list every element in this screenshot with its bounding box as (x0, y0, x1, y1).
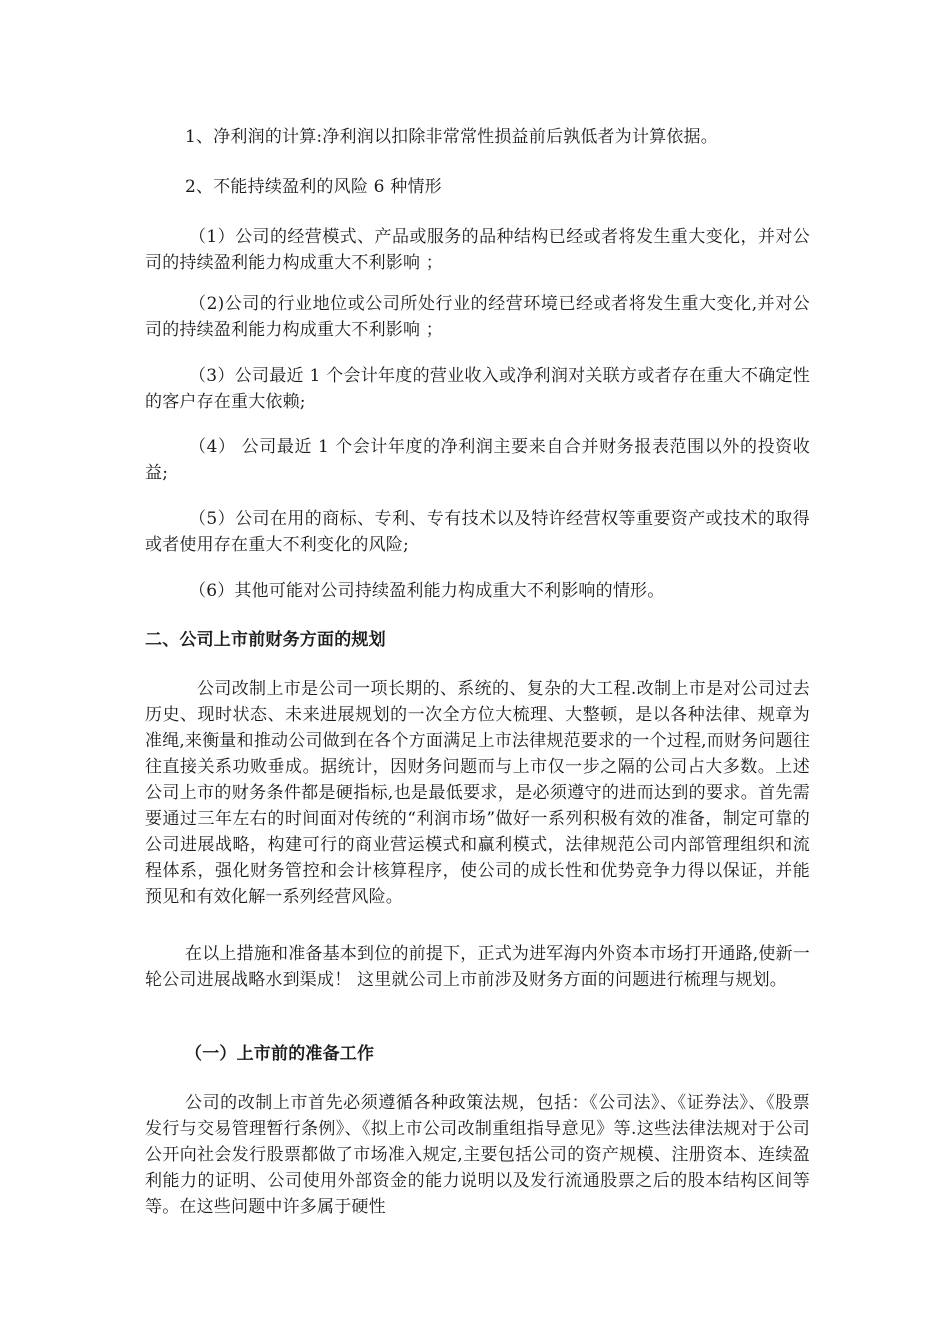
paragraph-risk-2: （2)公司的行业地位或公司所处行业的经营环境已经或者将发生重大变化,并对公司的持续盈利能力构成重大不利影响 ； (145, 294, 810, 340)
paragraph-listing-overview: 公司改制上市是公司一项长期的、系统的、复杂的大工程.改制上市是对公司过去历史、现时状态、未来进展规划的一次全方位大梳理、大整顿，是以各种法律、规章为准绳,来衡量和推动公司做到在各个方面满足上市法律规范要求的一个过程,而财务问题往往直接关系功败垂成。据统计，因财务问题而与上市仅一步之隔的公司占大多数。上述公司上市的财务条件都是硬指标,也是最低要求，是必须遵守的进而达到的要求。首先需要通过三年左右的时间面对传统的“利润市场”做好一系列积极有效的准备，制定可靠的公司进展战略，构建可行的商业营运模式和赢利模式，法律规范公司内部管理组织和流程体系，强化财务管控和会计核算程序，使公司的成长性和优势竞争力得以保证，并能预见和有效化解一系列经营风险。 (145, 679, 810, 907)
paragraph-policy-regulations: 公司的改制上市首先必须遵循各种政策法规，包括：《公司法》、《证券法》、《股票发行与交易管理暂行条例》、《拟上市公司改制重组指导意见》等.这些法律法规对于公司公开向社会发行股票都做了市场准入规定,主要包括公司的资产规模、注册资本、连续盈利能力的证明、公司使用外部资金的能力说明以及发行流通股票之后的股本结构区间等等。在这些问题中许多属于硬性 (145, 1093, 810, 1217)
paragraph-risk-5: （5）公司在用的商标、专利、专有技术以及特许经营权等重要资产或技术的取得或者使用存在重大不利变化的风险; (145, 509, 810, 555)
paragraph-profit-risk-title: 2、不能持续盈利的风险 6 种情形 (185, 177, 442, 197)
paragraph-risk-3: （3）公司最近 1 个会计年度的营业收入或净利润对关联方或者存在重大不确定性的客户存在重大依赖; (145, 366, 810, 412)
paragraph-net-profit-calculation: 1、净利润的计算:净利润以扣除非常常性损益前后孰低者为计算依据。 (185, 127, 718, 147)
subsection-heading-preparation: （一）上市前的准备工作 (185, 1044, 375, 1064)
paragraph-risk-1: （1）公司的经营模式、产品或服务的品种结构已经或者将发生重大变化，并对公司的持续盈利能力构成重大不利影响 ； (145, 227, 810, 273)
paragraph-risk-4: （4） 公司最近 1 个会计年度的净利润主要来自合并财务报表范围以外的投资收益; (145, 437, 810, 483)
paragraph-risk-6: （6）其他可能对公司持续盈利能力构成重大不利影响的情形。 (189, 581, 665, 601)
section-heading-financial-planning: 二、公司上市前财务方面的规划 (145, 630, 386, 650)
paragraph-capital-market-path: 在以上措施和准备基本到位的前提下，正式为进军海内外资本市场打开通路,使新一轮公司进展战略水到渠成！ 这里就公司上市前涉及财务方面的问题进行梳理与规划。 (145, 944, 810, 990)
